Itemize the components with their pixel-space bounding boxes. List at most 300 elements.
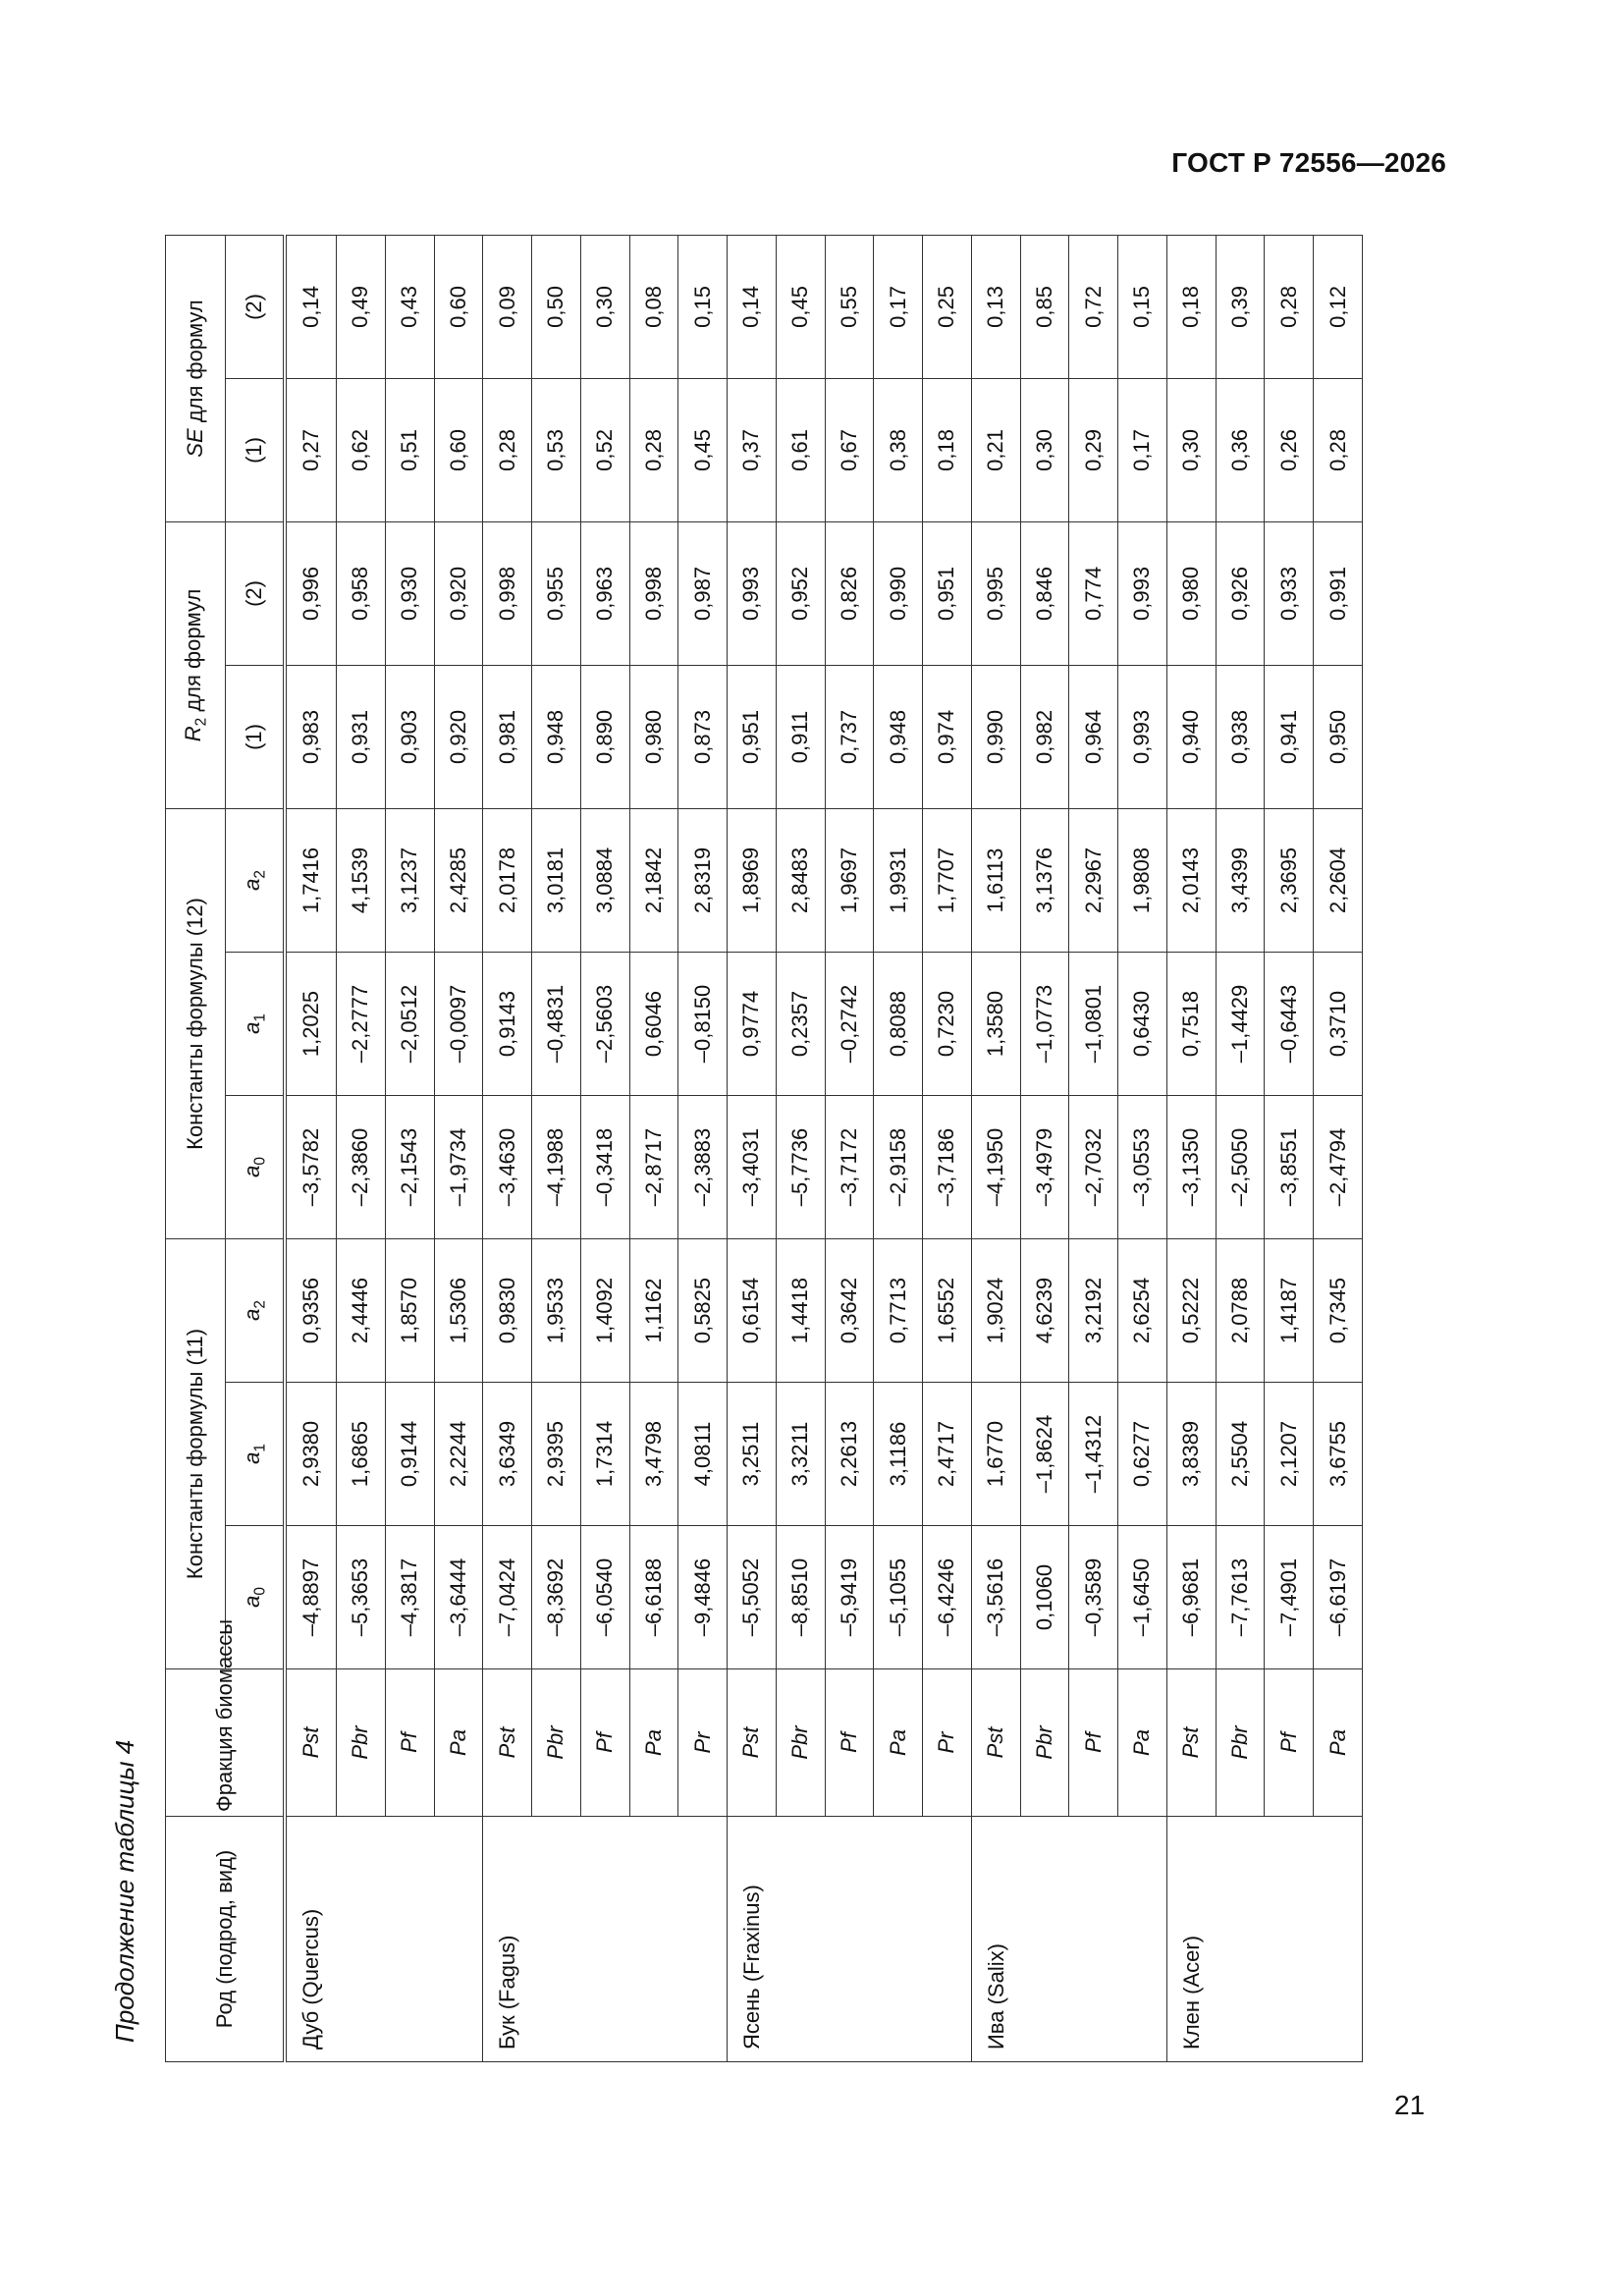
value-cell: 0,30	[1166, 378, 1216, 521]
value-cell: –3,4031	[728, 1096, 777, 1239]
value-cell: 3,2192	[1069, 1239, 1118, 1383]
a1-subscript: 1	[251, 1013, 269, 1022]
table-row	[285, 235, 337, 2061]
value-cell: 0,5222	[1166, 1239, 1216, 1383]
value-cell: 0,952	[776, 521, 825, 665]
header-a0-12	[226, 1096, 286, 1239]
value-cell: 2,2604	[1314, 808, 1363, 952]
value-cell: 2,8483	[776, 808, 825, 952]
value-cell: 1,7707	[923, 808, 972, 952]
value-cell: 0,43	[385, 235, 434, 378]
value-cell: 3,1186	[874, 1383, 923, 1526]
table-row	[434, 235, 483, 2061]
value-cell: 0,18	[923, 378, 972, 521]
r2-subscript: 2	[192, 717, 210, 727]
fraction-cell: Pf	[1265, 1669, 1314, 1817]
value-cell: 0,991	[1314, 521, 1363, 665]
value-cell: –3,5782	[285, 1096, 337, 1239]
value-cell: –4,1950	[971, 1096, 1020, 1239]
table-row	[1069, 235, 1118, 2061]
table-row	[1216, 235, 1265, 2061]
value-cell: 0,920	[434, 521, 483, 665]
value-cell: 0,17	[874, 235, 923, 378]
value-cell: –1,0773	[1020, 953, 1069, 1096]
value-cell: 0,933	[1265, 521, 1314, 665]
header-fraction: Фракция биомассы	[166, 1669, 286, 1817]
value-cell: 0,25	[923, 235, 972, 378]
value-cell: 0,982	[1020, 665, 1069, 808]
value-cell: 3,2511	[728, 1383, 777, 1526]
a2-symbol: a	[239, 1308, 264, 1321]
value-cell: –0,4831	[532, 953, 581, 1096]
document-header: ГОСТ Р 72556—2026	[1171, 147, 1446, 178]
value-cell: 0,28	[629, 378, 678, 521]
value-cell: 1,6770	[971, 1383, 1020, 1526]
value-cell: 0,52	[580, 378, 629, 521]
value-cell: –2,5603	[580, 953, 629, 1096]
value-cell: 0,996	[285, 521, 337, 665]
table-row	[678, 235, 728, 2061]
value-cell: 0,981	[483, 665, 532, 808]
value-cell: 1,3580	[971, 953, 1020, 1096]
value-cell: –2,4794	[1314, 1096, 1363, 1239]
table-row	[337, 235, 386, 2061]
a0-symbol: a	[239, 1165, 264, 1177]
value-cell: 2,2244	[434, 1383, 483, 1526]
value-cell: 3,6349	[483, 1383, 532, 1526]
value-cell: 0,18	[1166, 235, 1216, 378]
value-cell: 0,958	[337, 521, 386, 665]
value-cell: 0,14	[728, 235, 777, 378]
a1-subscript: 1	[251, 1444, 269, 1452]
table-row	[923, 235, 972, 2061]
value-cell: 0,940	[1166, 665, 1216, 808]
value-cell: 0,7345	[1314, 1239, 1363, 1383]
value-cell: 0,983	[285, 665, 337, 808]
value-cell: –4,3817	[385, 1526, 434, 1669]
value-cell: –7,4901	[1265, 1526, 1314, 1669]
value-cell: 2,1842	[629, 808, 678, 952]
value-cell: –2,3860	[337, 1096, 386, 1239]
value-cell: 1,8570	[385, 1239, 434, 1383]
a0-subscript: 0	[251, 1587, 269, 1596]
table-row	[825, 235, 874, 2061]
value-cell: 0,45	[776, 235, 825, 378]
value-cell: 2,1207	[1265, 1383, 1314, 1526]
value-cell: –0,3589	[1069, 1526, 1118, 1669]
table-row	[580, 235, 629, 2061]
table-row	[1265, 235, 1314, 2061]
page-number: 21	[1394, 2090, 1426, 2120]
value-cell: 0,53	[532, 378, 581, 521]
value-cell: 1,5306	[434, 1239, 483, 1383]
value-cell: 0,9774	[728, 953, 777, 1096]
fraction-cell: Pa	[1118, 1669, 1167, 1817]
value-cell: 0,974	[923, 665, 972, 808]
value-cell: 2,9380	[285, 1383, 337, 1526]
header-r2	[166, 521, 226, 808]
value-cell: –1,4312	[1069, 1383, 1118, 1526]
value-cell: 0,930	[385, 521, 434, 665]
value-cell: –3,5616	[971, 1526, 1020, 1669]
genus-cell: Бук (Fagus)	[483, 1817, 728, 2062]
table-row	[483, 235, 532, 2061]
value-cell: 1,2025	[285, 953, 337, 1096]
value-cell: 3,4399	[1216, 808, 1265, 952]
value-cell: –2,3883	[678, 1096, 728, 1239]
value-cell: 2,4446	[337, 1239, 386, 1383]
value-cell: 0,890	[580, 665, 629, 808]
table-row	[971, 235, 1020, 2061]
value-cell: –2,9158	[874, 1096, 923, 1239]
value-cell: 1,7416	[285, 808, 337, 952]
value-cell: 0,2357	[776, 953, 825, 1096]
table-row	[1020, 235, 1069, 2061]
value-cell: 0,51	[385, 378, 434, 521]
value-cell: –4,8897	[285, 1526, 337, 1669]
value-cell: 1,4418	[776, 1239, 825, 1383]
value-cell: 0,7713	[874, 1239, 923, 1383]
value-cell: –7,0424	[483, 1526, 532, 1669]
value-cell: 0,50	[532, 235, 581, 378]
value-cell: –3,6444	[434, 1526, 483, 1669]
value-cell: –5,9419	[825, 1526, 874, 1669]
fraction-cell: Pa	[874, 1669, 923, 1817]
fraction-cell: Pst	[728, 1669, 777, 1817]
table-row	[1166, 235, 1216, 2061]
value-cell: 0,948	[532, 665, 581, 808]
header-se	[166, 235, 226, 521]
data-table	[165, 235, 1363, 2062]
value-cell: 0,37	[728, 378, 777, 521]
header-se-f1: (1)	[226, 378, 286, 521]
r2-symbol: R	[180, 726, 205, 742]
value-cell: 0,38	[874, 378, 923, 521]
value-cell: 0,30	[580, 235, 629, 378]
value-cell: 2,6254	[1118, 1239, 1167, 1383]
value-cell: –1,6450	[1118, 1526, 1167, 1669]
value-cell: –0,6443	[1265, 953, 1314, 1096]
value-cell: 0,9356	[285, 1239, 337, 1383]
value-cell: 0,964	[1069, 665, 1118, 808]
value-cell: 3,8389	[1166, 1383, 1216, 1526]
fraction-cell: Pf	[825, 1669, 874, 1817]
value-cell: 1,9808	[1118, 808, 1167, 952]
value-cell: 0,27	[285, 378, 337, 521]
a1-symbol: a	[239, 1021, 264, 1034]
value-cell: 0,49	[337, 235, 386, 378]
fraction-cell: Pst	[971, 1669, 1020, 1817]
value-cell: 0,60	[434, 378, 483, 521]
fraction-cell: Pa	[1314, 1669, 1363, 1817]
fraction-cell: Pf	[385, 1669, 434, 1817]
value-cell: 0,8088	[874, 953, 923, 1096]
value-cell: –3,1350	[1166, 1096, 1216, 1239]
table-caption: Продолжение таблицы 4	[110, 1739, 139, 2043]
value-cell: 0,955	[532, 521, 581, 665]
value-cell: 0,948	[874, 665, 923, 808]
value-cell: 0,950	[1314, 665, 1363, 808]
value-cell: 2,9395	[532, 1383, 581, 1526]
fraction-cell: Pst	[285, 1669, 337, 1817]
header-constants-12: Константы формулы (12)	[166, 808, 226, 1238]
value-cell: 0,08	[629, 235, 678, 378]
value-cell: 3,0181	[532, 808, 581, 952]
a2-subscript: 2	[251, 870, 269, 879]
value-cell: 3,1376	[1020, 808, 1069, 952]
value-cell: –2,5050	[1216, 1096, 1265, 1239]
value-cell: 3,6755	[1314, 1383, 1363, 1526]
value-cell: 0,9143	[483, 953, 532, 1096]
value-cell: –3,4979	[1020, 1096, 1069, 1239]
fraction-cell: Pbr	[1216, 1669, 1265, 1817]
value-cell: 0,903	[385, 665, 434, 808]
value-cell: –2,8717	[629, 1096, 678, 1239]
value-cell: 2,2967	[1069, 808, 1118, 952]
value-cell: –5,1055	[874, 1526, 923, 1669]
value-cell: 0,737	[825, 665, 874, 808]
value-cell: 0,993	[728, 521, 777, 665]
value-cell: –2,2777	[337, 953, 386, 1096]
fraction-cell: Pf	[1069, 1669, 1118, 1817]
value-cell: 0,28	[1314, 378, 1363, 521]
value-cell: 0,28	[1265, 235, 1314, 378]
header-a2-12	[226, 808, 286, 952]
value-cell: 2,4717	[923, 1383, 972, 1526]
table-body	[285, 235, 1363, 2061]
value-cell: –2,1543	[385, 1096, 434, 1239]
value-cell: 0,9830	[483, 1239, 532, 1383]
value-cell: 0,993	[1118, 521, 1167, 665]
table-row	[1314, 235, 1363, 2061]
value-cell: 0,3642	[825, 1239, 874, 1383]
header-r2-f1: (1)	[226, 665, 286, 808]
rotated-table-block	[86, 236, 1353, 2062]
r2-rest: для формул	[180, 588, 205, 718]
value-cell: 0,12	[1314, 235, 1363, 378]
value-cell: 0,15	[678, 235, 728, 378]
value-cell: 2,0788	[1216, 1239, 1265, 1383]
value-cell: 0,826	[825, 521, 874, 665]
value-cell: 2,3695	[1265, 808, 1314, 952]
value-cell: 0,14	[285, 235, 337, 378]
value-cell: 0,993	[1118, 665, 1167, 808]
value-cell: –5,3653	[337, 1526, 386, 1669]
value-cell: –0,8150	[678, 953, 728, 1096]
value-cell: 0,45	[678, 378, 728, 521]
value-cell: –3,8551	[1265, 1096, 1314, 1239]
value-cell: –0,2742	[825, 953, 874, 1096]
value-cell: 3,4798	[629, 1383, 678, 1526]
value-cell: –7,7613	[1216, 1526, 1265, 1669]
a1-symbol: a	[239, 1451, 264, 1464]
value-cell: 0,911	[776, 665, 825, 808]
value-cell: 1,9697	[825, 808, 874, 952]
value-cell: –4,1988	[532, 1096, 581, 1239]
value-cell: –6,9681	[1166, 1526, 1216, 1669]
fraction-cell: Pbr	[337, 1669, 386, 1817]
value-cell: 1,6865	[337, 1383, 386, 1526]
a2-subscript: 2	[251, 1300, 269, 1309]
fraction-cell: Pr	[923, 1669, 972, 1817]
table-row	[874, 235, 923, 2061]
value-cell: –6,0540	[580, 1526, 629, 1669]
value-cell: 0,980	[629, 665, 678, 808]
table-row	[1118, 235, 1167, 2061]
value-cell: 0,990	[874, 521, 923, 665]
value-cell: 4,1539	[337, 808, 386, 952]
value-cell: 0,6430	[1118, 953, 1167, 1096]
fraction-cell: Pa	[434, 1669, 483, 1817]
value-cell: 1,8969	[728, 808, 777, 952]
value-cell: 0,29	[1069, 378, 1118, 521]
value-cell: 0,998	[629, 521, 678, 665]
value-cell: 0,28	[483, 378, 532, 521]
fraction-cell: Pr	[678, 1669, 728, 1817]
value-cell: 0,26	[1265, 378, 1314, 521]
value-cell: –6,6188	[629, 1526, 678, 1669]
value-cell: –1,9734	[434, 1096, 483, 1239]
value-cell: 0,15	[1118, 235, 1167, 378]
value-cell: 0,13	[971, 235, 1020, 378]
header-se-f2: (2)	[226, 235, 286, 378]
value-cell: 3,1237	[385, 808, 434, 952]
value-cell: –0,0097	[434, 953, 483, 1096]
value-cell: 0,987	[678, 521, 728, 665]
value-cell: 3,0884	[580, 808, 629, 952]
value-cell: 0,39	[1216, 235, 1265, 378]
value-cell: 0,36	[1216, 378, 1265, 521]
table-row	[532, 235, 581, 2061]
value-cell: 0,873	[678, 665, 728, 808]
value-cell: 0,926	[1216, 521, 1265, 665]
value-cell: 0,6277	[1118, 1383, 1167, 1526]
value-cell: 0,67	[825, 378, 874, 521]
value-cell: 0,9144	[385, 1383, 434, 1526]
value-cell: –3,7186	[923, 1096, 972, 1239]
value-cell: 1,9931	[874, 808, 923, 952]
value-cell: 0,09	[483, 235, 532, 378]
value-cell: 2,0178	[483, 808, 532, 952]
header-a1-11	[226, 1383, 286, 1526]
value-cell: –1,4429	[1216, 953, 1265, 1096]
value-cell: 2,0143	[1166, 808, 1216, 952]
table-row	[776, 235, 825, 2061]
value-cell: 2,4285	[434, 808, 483, 952]
value-cell: –9,4846	[678, 1526, 728, 1669]
value-cell: 1,7314	[580, 1383, 629, 1526]
table-row	[385, 235, 434, 2061]
value-cell: –6,4246	[923, 1526, 972, 1669]
genus-cell: Ива (Salix)	[971, 1817, 1166, 2062]
fraction-cell: Pbr	[532, 1669, 581, 1817]
value-cell: 2,8319	[678, 808, 728, 952]
value-cell: 0,85	[1020, 235, 1069, 378]
fraction-cell: Pa	[629, 1669, 678, 1817]
fraction-cell: Pf	[580, 1669, 629, 1817]
value-cell: –3,4630	[483, 1096, 532, 1239]
value-cell: 0,7518	[1166, 953, 1216, 1096]
value-cell: –5,5052	[728, 1526, 777, 1669]
value-cell: 0,951	[728, 665, 777, 808]
genus-cell: Ясень (Fraxinus)	[728, 1817, 972, 2062]
value-cell: –3,7172	[825, 1096, 874, 1239]
value-cell: 2,5504	[1216, 1383, 1265, 1526]
table-row	[629, 235, 678, 2061]
value-cell: 0,62	[337, 378, 386, 521]
fraction-cell: Pbr	[776, 1669, 825, 1817]
value-cell: 1,9533	[532, 1239, 581, 1383]
value-cell: 0,920	[434, 665, 483, 808]
value-cell: 1,4092	[580, 1239, 629, 1383]
genus-cell: Дуб (Quercus)	[285, 1817, 483, 2062]
value-cell: –3,0553	[1118, 1096, 1167, 1239]
value-cell: 0,72	[1069, 235, 1118, 378]
se-rest: для формул	[183, 300, 207, 429]
table-row	[728, 235, 777, 2061]
value-cell: 0,951	[923, 521, 972, 665]
value-cell: 0,995	[971, 521, 1020, 665]
value-cell: –1,0801	[1069, 953, 1118, 1096]
value-cell: 0,938	[1216, 665, 1265, 808]
value-cell: 0,963	[580, 521, 629, 665]
value-cell: 3,3211	[776, 1383, 825, 1526]
value-cell: 0,60	[434, 235, 483, 378]
value-cell: –6,6197	[1314, 1526, 1363, 1669]
value-cell: 0,1060	[1020, 1526, 1069, 1669]
value-cell: –0,3418	[580, 1096, 629, 1239]
value-cell: 1,6552	[923, 1239, 972, 1383]
value-cell: 4,6239	[1020, 1239, 1069, 1383]
header-a1-12	[226, 953, 286, 1096]
value-cell: 0,21	[971, 378, 1020, 521]
value-cell: 0,941	[1265, 665, 1314, 808]
value-cell: 1,1162	[629, 1239, 678, 1383]
value-cell: 0,6154	[728, 1239, 777, 1383]
a0-symbol: a	[239, 1595, 264, 1608]
value-cell: 0,980	[1166, 521, 1216, 665]
value-cell: 2,2613	[825, 1383, 874, 1526]
fraction-cell: Pst	[1166, 1669, 1216, 1817]
value-cell: –8,3692	[532, 1526, 581, 1669]
value-cell: 0,998	[483, 521, 532, 665]
value-cell: 0,5825	[678, 1239, 728, 1383]
value-cell: –2,0512	[385, 953, 434, 1096]
header-genus: Род (подрод, вид)	[166, 1817, 286, 2062]
se-symbol: SE	[183, 428, 207, 458]
value-cell: 0,55	[825, 235, 874, 378]
value-cell: –5,7736	[776, 1096, 825, 1239]
a0-subscript: 0	[251, 1157, 269, 1166]
value-cell: 1,4187	[1265, 1239, 1314, 1383]
value-cell: 0,3710	[1314, 953, 1363, 1096]
value-cell: –1,8624	[1020, 1383, 1069, 1526]
genus-cell: Клен (Acer)	[1166, 1817, 1362, 2062]
value-cell: 0,931	[337, 665, 386, 808]
value-cell: 0,6046	[629, 953, 678, 1096]
header-r2-f2: (2)	[226, 521, 286, 665]
fraction-cell: Pst	[483, 1669, 532, 1817]
value-cell: –2,7032	[1069, 1096, 1118, 1239]
a2-symbol: a	[239, 878, 264, 891]
value-cell: 0,846	[1020, 521, 1069, 665]
value-cell: 0,990	[971, 665, 1020, 808]
value-cell: 1,9024	[971, 1239, 1020, 1383]
value-cell: 0,30	[1020, 378, 1069, 521]
value-cell: –8,8510	[776, 1526, 825, 1669]
value-cell: 1,6113	[971, 808, 1020, 952]
fraction-cell: Pbr	[1020, 1669, 1069, 1817]
